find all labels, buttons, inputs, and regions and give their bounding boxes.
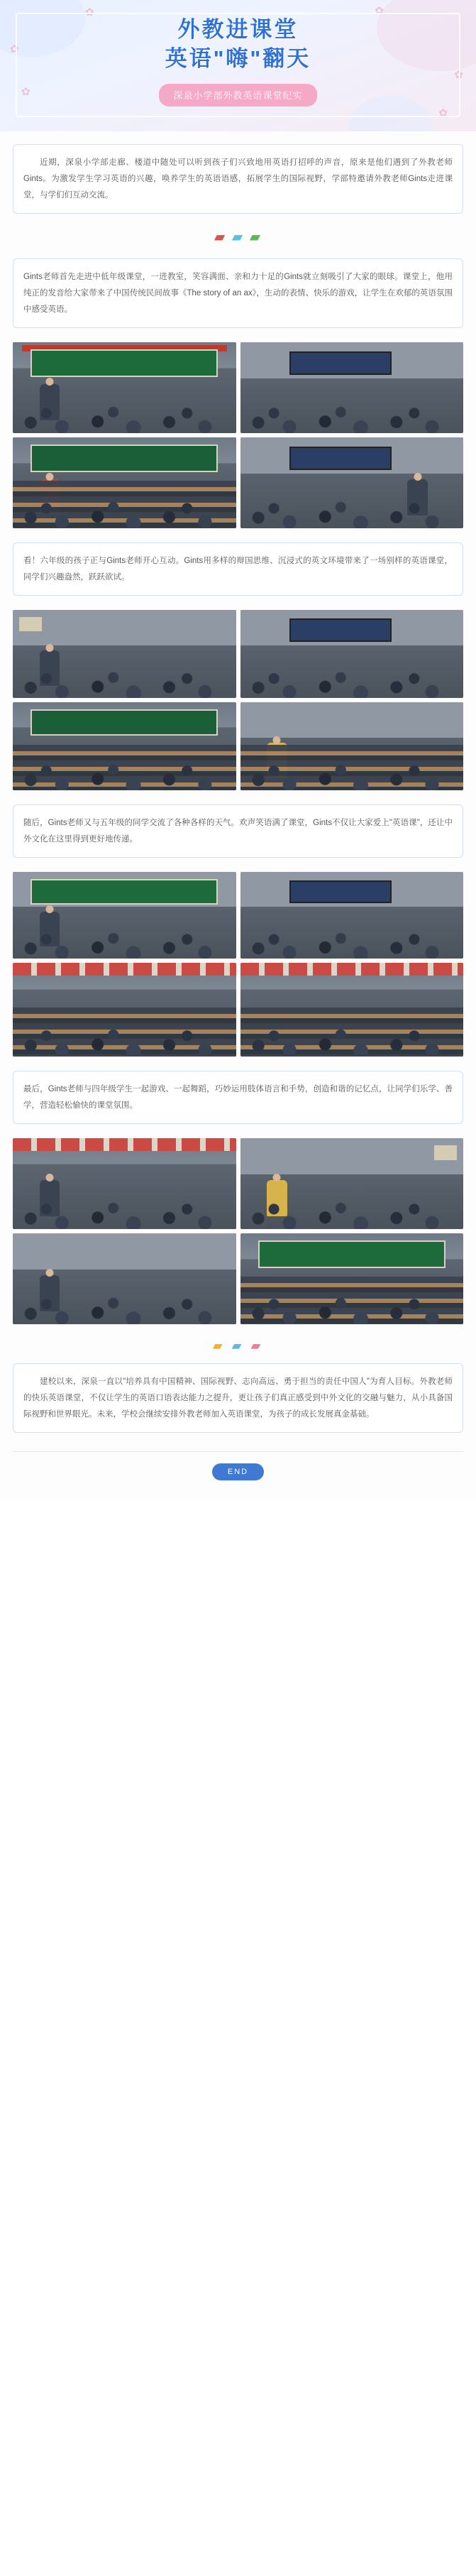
pencil-icon: ▰ xyxy=(212,1338,226,1353)
classroom-photo[interactable] xyxy=(240,1138,464,1229)
photo-row xyxy=(13,1138,463,1229)
classroom-photo[interactable] xyxy=(240,702,464,790)
intro-paragraph: 近期，深泉小学部走廊、楼道中随处可以听到孩子们兴致地用英语打招呼的声音，原来是他们遇到了外教老师Gints。为激发学生学习英语的兴趣，唤养学生的英语语感，拓展学生的国际视野，学部特邀请外教老师Gints走进课堂，与学们们互动交流。 xyxy=(23,158,453,200)
classroom-photo[interactable] xyxy=(13,610,236,698)
photos-section-2 xyxy=(13,610,463,790)
section-2-paragraph: 看！六年级的孩子正与Gints老师开心互动。Gints用多样的辩国思维、沉浸式的英文环境带来了一场别样的英语课堂，同学们兴趣盎然，跃跃欲试。 xyxy=(23,557,453,582)
page-subtitle-badge: 深泉小学部外教英语课堂纪实 xyxy=(159,84,316,107)
header-text-block xyxy=(0,16,476,107)
flower-icon: ✿ xyxy=(438,107,448,119)
section-2-card xyxy=(13,542,463,596)
photo-row xyxy=(13,1233,463,1324)
books-divider xyxy=(13,228,463,246)
classroom-photo[interactable] xyxy=(240,610,464,698)
section-1-paragraph: Gints老师首先走进中低年级课堂，一进教室，笑容满面、亲和力十足的Gints就立刻吸引了大家的眼球。课堂上，他用纯正的发音给大家带来了中国传统民间故事《The story of an ax》，生动的表情、快乐的游戏，让学生在欢郁的英语氛围中感受英语。 xyxy=(23,273,453,314)
closing-paragraph: 建校以来，深泉一直以"培养具有中国精神、国际视野、志向高远、勇于担当的责任中国人"为育人目标。外教老师的快乐英语课堂，不仅让学生的英语口语表达能力之提升，更让孩子们真正感受到中外文化的交融与魅力，从小具备国际视野和世界眼光。未来，学校会继续安排外教老师加入英语课堂，为孩子的成长发展真金基础。 xyxy=(23,1377,453,1419)
page-title-line1: 外教进课堂 xyxy=(177,17,299,42)
section-1-card xyxy=(13,258,463,328)
photo-row xyxy=(13,702,463,790)
classroom-photo[interactable] xyxy=(240,1233,464,1324)
photos-section-4 xyxy=(13,1138,463,1324)
photo-row xyxy=(13,437,463,528)
classroom-photo[interactable] xyxy=(13,963,236,1057)
page-header xyxy=(0,0,476,131)
section-3-paragraph: 随后，Gints老师又与五年级的同学交流了各种各样的天气。欢声笑语满了课堂，Gints不仅让大家爱上"英语课"，还让中外文化在这里得到更好地传递。 xyxy=(23,819,453,844)
photos-section-3 xyxy=(13,872,463,1057)
book-icon: ▰ xyxy=(214,229,227,245)
classroom-photo[interactable] xyxy=(13,1233,236,1324)
classroom-photo[interactable] xyxy=(13,702,236,790)
classroom-photo[interactable] xyxy=(13,872,236,959)
footer-divider-icons xyxy=(13,1338,463,1353)
section-4-card xyxy=(13,1071,463,1124)
flower-icon: ✿ xyxy=(454,69,463,81)
book-icon: ▰ xyxy=(249,229,262,245)
classroom-photo[interactable] xyxy=(240,437,464,528)
classroom-photo[interactable] xyxy=(240,963,464,1057)
classroom-photo[interactable] xyxy=(240,342,464,433)
section-4-paragraph: 最后，Gints老师与四年级学生一起游戏、一起舞蹈，巧妙运用肢体语言和手势，创造和谐的记忆点，让同学们乐学、善学，营造轻松愉快的课堂氛围。 xyxy=(23,1085,453,1110)
subtitle-wrap xyxy=(0,84,476,107)
page-content xyxy=(0,131,476,1451)
photo-row xyxy=(13,872,463,959)
intro-card xyxy=(13,144,463,214)
photo-row xyxy=(13,610,463,698)
book-icon: ▰ xyxy=(231,1338,245,1353)
flower-icon: ✿ xyxy=(85,6,94,18)
photo-row xyxy=(13,342,463,433)
closing-card xyxy=(13,1363,463,1433)
heart-icon: ▰ xyxy=(250,1338,264,1353)
flower-icon: ✿ xyxy=(21,86,31,98)
flower-icon: ✿ xyxy=(10,43,19,55)
classroom-photo[interactable] xyxy=(13,437,236,528)
flower-icon: ✿ xyxy=(375,5,384,17)
photo-row xyxy=(13,963,463,1057)
section-3-card xyxy=(13,804,463,858)
classroom-photo[interactable] xyxy=(13,1138,236,1229)
page-title-line2: 英语"嗨"翻天 xyxy=(165,45,311,71)
photos-section-1 xyxy=(13,342,463,528)
classroom-photo[interactable] xyxy=(240,872,464,959)
end-badge: END xyxy=(212,1463,264,1480)
footer xyxy=(0,1452,476,1499)
classroom-photo[interactable] xyxy=(13,342,236,433)
book-icon: ▰ xyxy=(231,229,245,245)
